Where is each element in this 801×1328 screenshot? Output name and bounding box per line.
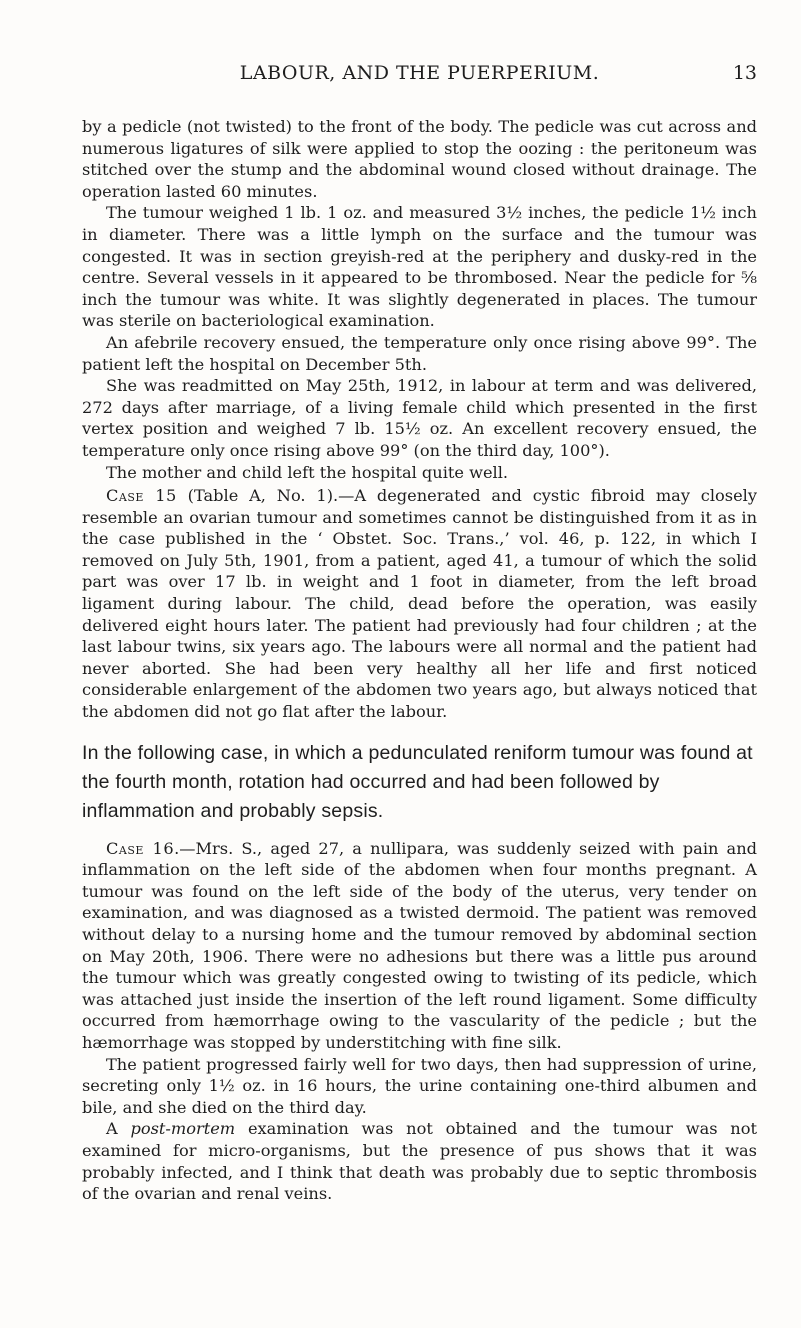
paragraph-readmission: She was readmitted on May 25th, 1912, in labour at term and was delivered, 272 days after marriage, of a living female child which presented in the first vertex position and weighed 7 lb. 15½ oz. An excellent recovery ensued, the temperature only once rising above 99° (on the third day, 100°). xyxy=(82,376,757,460)
conclusion-prefix: A xyxy=(106,1119,131,1139)
case-15-text: (Table A, No. 1).—A degenerated and cystic fibroid may closely resemble an ovarian tumour and sometimes cannot be distinguished from it as in the case published in the ‘ Obstet. Soc. Trans.,’ vol. 46, p. 122, in which I removed on July 5th, 1901, from a patient, aged 41, a tumour of which the solid part was over 17 lb. in weight and 1 foot in diameter, from the left broad ligament during labour. The child, dead before the operation, was easily delivered eight hours later. The patient had previously had four children ; at the last labour twins, six years ago. The labours were all normal and the patient had never aborted. She had been very healthy all her life and first noticed considerable enlargement of the abdomen two years ago, but always noticed that the abdomen did not go flat after the labour. xyxy=(82,486,757,722)
paragraph-discharge: The mother and child left the hospital quite well. xyxy=(106,462,509,482)
paragraph-case-15 xyxy=(82,485,757,723)
paragraph-tumour-description: The tumour weighed 1 lb. 1 oz. and measured 3½ inches, the pedicle 1½ inch in diameter. There was a little lymph on the surface and the tumour was congested. It was in section greyish-red at the periphery and dusky-red in the centre. Several vessels in it appeared to be thrombosed. Near the pedicle for ⅝ inch the tumour was white. It was slightly degenerated in places. The tumour was sterile on bacteriological examination. xyxy=(82,203,757,331)
case-16-heading: Case 16 xyxy=(106,838,175,858)
body-text xyxy=(82,116,757,1205)
paragraph-case-16-conclusion xyxy=(82,1118,757,1204)
case-16-intro: In the following case, in which a pedunculated reniform tumour was found at the fourth month, rotation had occurred and had been followed by inflammation and probably sepsis. xyxy=(82,741,753,822)
paragraph-case-16 xyxy=(82,838,757,1054)
running-title: LABOUR, AND THE PUERPERIUM. xyxy=(239,62,600,84)
conclusion-text: examination was not obtained and the tumour was not examined for micro-organisms, but the presence of pus shows that it was probably infected, and I think that death was probably due to septic thrombosis of the ovarian and renal veins. xyxy=(82,1119,757,1204)
case-15-heading: Case 15 xyxy=(106,486,177,506)
page-number: 13 xyxy=(732,62,757,84)
paragraph-continuation: by a pedicle (not twisted) to the front of the body. The pedicle was cut across and numerous ligatures of silk were applied to stop the oozing : the peritoneum was stitched over the stump and the abdominal wound closed without drainage. The operation lasted 60 minutes. xyxy=(82,117,757,201)
post-mortem-term: post-mortem xyxy=(130,1119,236,1139)
case-16-text: .—Mrs. S., aged 27, a nullipara, was suddenly seized with pain and inflammation on the left side of the abdomen when four months pregnant. A tumour was found on the left side of the body of the uterus, very tender on examination, and was diagnosed as a twisted dermoid. The patient was removed without delay to a nursing home and the tumour removed by abdominal section on May 20th, 1906. There were no adhesions but there was a little pus around the tumour which was greatly congested owing to twisting of its pedicle, which was attached just inside the insertion of the left round ligament. Some difficulty occurred from hæmorrhage owing to the vascularity of the pedicle ; but the hæmorrhage was stopped by understitching with fine silk. xyxy=(82,838,758,1052)
paragraph-case-16-progress: The patient progressed fairly well for two days, then had suppression of urine, secreting only 1½ oz. in 16 hours, the urine containing one-third albumen and bile, and she died on the third day. xyxy=(82,1054,757,1117)
paragraph-recovery: An afebrile recovery ensued, the temperature only once rising above 99°. The patient left the hospital on December 5th. xyxy=(82,332,757,374)
running-header xyxy=(82,62,757,92)
